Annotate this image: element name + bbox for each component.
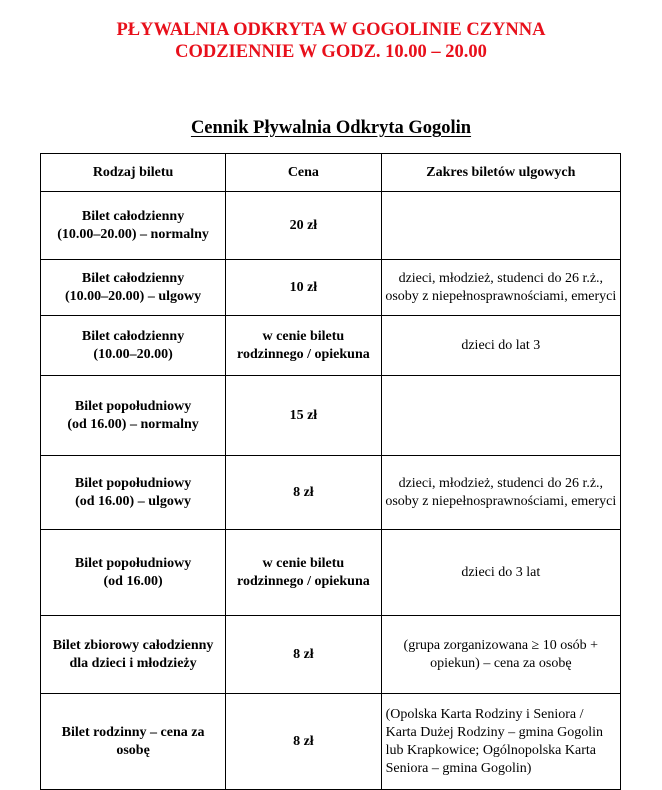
ticket-price: w cenie biletu rodzinnego / opiekuna [226, 316, 381, 376]
ticket-price: 8 zł [226, 456, 381, 530]
ticket-type: Bilet popołudniowy (od 16.00) – normalny [41, 376, 226, 456]
price-list-title: Cennik Pływalnia Odkryta Gogolin [190, 118, 472, 138]
price-table [40, 153, 621, 790]
table-row [41, 456, 621, 530]
ticket-price: 20 zł [226, 192, 381, 260]
ticket-type: Bilet rodzinny – cena za osobę [41, 694, 226, 790]
announcement-line-2: CODZIENNIE W GODZ. 10.00 – 20.00 [175, 42, 487, 62]
ticket-type: Bilet całodzienny (10.00–20.00) – ulgowy [41, 260, 226, 316]
table-row [41, 192, 621, 260]
announcement-line-1: PŁYWALNIA ODKRYTA W GOGOLINIE CZYNNA [116, 20, 546, 40]
discount-scope: dzieci, młodzież, studenci do 26 r.ż., osoby z niepełnosprawnościami, emeryci [381, 260, 620, 316]
discount-scope: (grupa zorganizowana ≥ 10 osób + opiekun) – cena za osobę [381, 616, 620, 694]
ticket-type: Bilet całodzienny (10.00–20.00) [41, 316, 226, 376]
discount-scope: (Opolska Karta Rodziny i Seniora / Karta Dużej Rodziny – gmina Gogolin lub Krapkowice; Ogólnopolska Karta Seniora – gmina Gogolin) [381, 694, 620, 790]
table-row [41, 616, 621, 694]
table-row [41, 260, 621, 316]
ticket-type: Bilet zbiorowy całodzienny dla dzieci i młodzieży [41, 616, 226, 694]
ticket-type: Bilet popołudniowy (od 16.00) [41, 530, 226, 616]
table-header-row [41, 154, 621, 192]
header-discount-scope: Zakres biletów ulgowych [381, 154, 620, 192]
discount-scope [381, 376, 620, 456]
discount-scope: dzieci, młodzież, studenci do 26 r.ż., osoby z niepełnosprawnościami, emeryci [381, 456, 620, 530]
ticket-price: 8 zł [226, 694, 381, 790]
discount-scope: dzieci do lat 3 [381, 316, 620, 376]
opening-hours-announcement [0, 19, 662, 63]
table-row [41, 376, 621, 456]
header-ticket-type: Rodzaj biletu [41, 154, 226, 192]
ticket-price: 15 zł [226, 376, 381, 456]
table-row [41, 694, 621, 790]
ticket-type: Bilet popołudniowy (od 16.00) – ulgowy [41, 456, 226, 530]
header-price: Cena [226, 154, 381, 192]
table-row [41, 316, 621, 376]
ticket-price: 10 zł [226, 260, 381, 316]
ticket-price: 8 zł [226, 616, 381, 694]
table-row [41, 530, 621, 616]
ticket-type: Bilet całodzienny (10.00–20.00) – normalny [41, 192, 226, 260]
ticket-price: w cenie biletu rodzinnego / opiekuna [226, 530, 381, 616]
discount-scope: dzieci do 3 lat [381, 530, 620, 616]
discount-scope [381, 192, 620, 260]
